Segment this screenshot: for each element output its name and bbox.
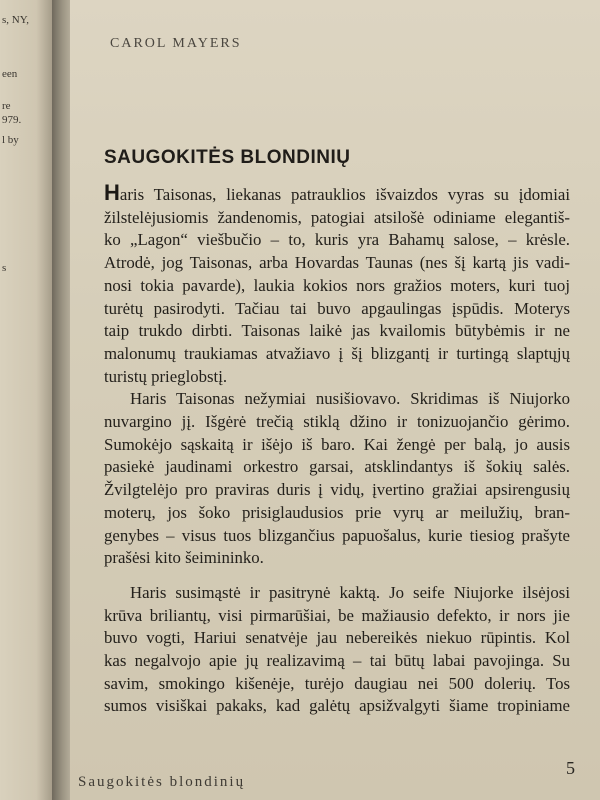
text-line: Haris susimąstė ir pasitrynė kaktą. Jo seife Niujorke ilsėjosi <box>130 582 570 602</box>
previous-page-fragment: s <box>2 262 7 274</box>
text-line: ko „Lagon“ viešbučio – to, kuris yra Bahamų salose, – krėsle. <box>104 230 570 250</box>
text-line: Atrodė, jog Taisonas, arba Hovardas Taunas (nes šį kartą jis vadi- <box>104 253 570 273</box>
text-line: sumos visiškai pakaks, kad galėtų apsižvalgyti šiame tropiniame <box>104 696 570 716</box>
text-line: turistų prieglobstį. <box>104 366 228 386</box>
text-line: turėtų pasirodyti. Tačiau tai buvo apgaulingas įspūdis. Moterys <box>104 298 570 318</box>
text-line: žilstelėjusiomis žandenomis, patogiai atsilošė odiniame elegantiš- <box>104 207 570 227</box>
text-line: Sumokėjo sąskaitą ir išėjo iš baro. Kai žengė per balą, jo ausis <box>104 434 570 454</box>
text-line: taip trukdo dirbti. Taisonas laikė jas kvailomis būtybėmis ir ne <box>104 321 570 341</box>
page-number: 5 <box>566 758 575 778</box>
chapter-title: SAUGOKITĖS BLONDINIŲ <box>104 147 351 168</box>
text-line: nosi tokia pavarde), laukia kokios nors gražios moters, kuri tuoj <box>104 275 570 295</box>
text-line: Haris Taisonas, liekanas patrauklios išvaizdos vyras su įdomiai <box>104 180 570 205</box>
text-line: savim, smokingo kišenėje, turėjo daugiau nei 500 dolerių. Tos <box>104 673 570 693</box>
text-line: krūva briliantų, visi pirmarūšiai, be mažiausio defekto, ir nors jie <box>104 605 570 625</box>
text-line: moterų, jos šoko prisiglaudusios prie vyrų ar meilužių, bran- <box>104 502 570 522</box>
previous-page-fragment: 979. <box>2 114 22 126</box>
drop-cap: H <box>104 180 120 205</box>
running-foot-title: Saugokitės blondinių <box>78 774 246 790</box>
previous-page-fragment: s, NY, <box>2 14 30 26</box>
previous-page-fragment: l by <box>2 134 19 146</box>
text-line: genybes – visus tuos blizgančius papuošalus, kurie tiesiog prašyte <box>104 525 570 545</box>
text-line: prašėsi kito šeimininko. <box>104 548 264 568</box>
previous-page-edge <box>0 0 52 800</box>
running-head-author: CAROL MAYERS <box>110 36 242 51</box>
text-line: buvo vogti, Hariui senatvėje jau nebereikės niekuo rūpintis. Kol <box>104 628 570 648</box>
text-line: pasiekė jaudinami orkestro garsai, atsklindantys iš šokių salės. <box>104 457 570 477</box>
body-text <box>104 182 570 718</box>
previous-page-fragment: een <box>2 68 18 80</box>
book-page <box>70 0 600 800</box>
text-line: Žvilgtelėjo pro praviras duris į vidų, įvertino gražiai apsirengusių <box>104 480 570 500</box>
text-line: malonumų traukiamas atvažiavo į šį blizgantį ir turtingą slaptųjų <box>104 343 570 363</box>
previous-page-fragment: re <box>2 100 11 112</box>
text-line: kas negalvojo apie jų realizavimą – tai būtų labai pavojinga. Su <box>104 651 570 671</box>
text-line: nuvargino jį. Išgėrė trečią stiklą džino ir tonizuojančio gėrimo. <box>104 412 570 432</box>
text-line: Haris Taisonas nežymiai nusišiovavo. Skridimas iš Niujorko <box>130 389 570 409</box>
